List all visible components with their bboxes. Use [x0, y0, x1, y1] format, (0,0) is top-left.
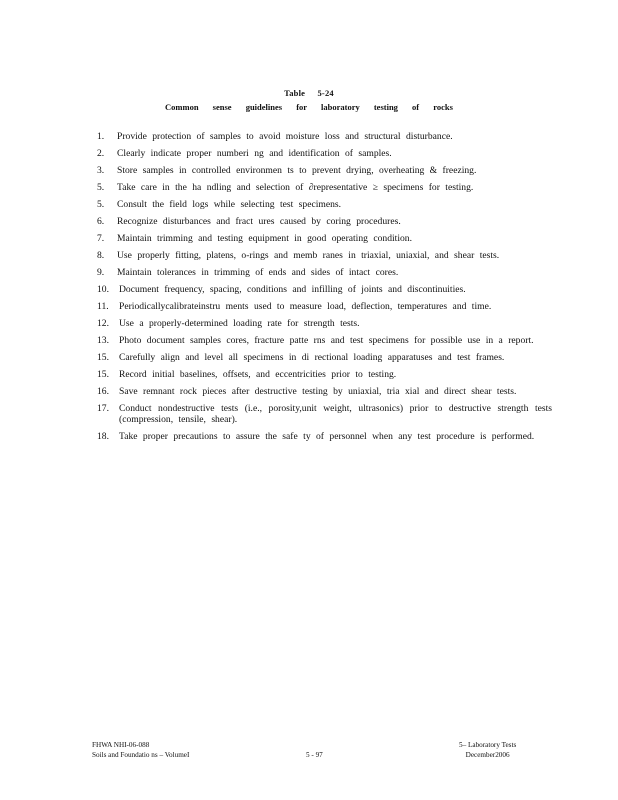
item-number: 18.: [97, 431, 109, 443]
list-item: [97, 369, 552, 380]
item-number: 5.: [97, 199, 105, 210]
list-item: [97, 165, 552, 176]
item-number: 6.: [97, 216, 105, 227]
list-item: [97, 233, 552, 244]
table-caption: Common sense guidelines for laboratory testing of rocks: [165, 102, 453, 112]
item-number: 8.: [97, 250, 105, 261]
item-text: Conduct nondestructive tests (i.e., porosity,unit weight, ultrasonics) prior to destructive strength tests (compression, tensile, shear).: [119, 403, 552, 426]
item-text: Recognize disturbances and fract ures caused by coring procedures.: [117, 216, 401, 227]
item-text: Record initial baselines, offsets, and eccentricities prior to testing.: [119, 369, 397, 380]
item-text: Maintain tolerances in trimming of ends and sides of intact cores.: [117, 267, 399, 278]
list-item: [97, 431, 552, 442]
list-item: [97, 182, 552, 193]
list-item: [97, 131, 552, 142]
item-number: 7.: [97, 233, 105, 244]
item-number: 17.: [97, 403, 109, 414]
list-item: [97, 267, 552, 278]
item-number: 3.: [97, 165, 105, 176]
footer-date: December2006: [465, 750, 510, 759]
item-number: 9.: [97, 267, 105, 278]
item-text: Provide protection of samples to avoid moisture loss and structural disturbance.: [117, 131, 453, 142]
item-number: 13.: [97, 335, 109, 346]
item-text: Use properly fitting, platens, o-rings and memb ranes in triaxial, uniaxial, and shear tests.: [117, 250, 500, 261]
item-text: Photo document samples cores, fracture patte rns and test specimens for possible use in a report.: [119, 335, 534, 346]
item-number: 2.: [97, 148, 105, 159]
item-number: 11.: [97, 301, 109, 312]
list-item: [97, 199, 552, 210]
list-item: [97, 318, 552, 329]
footer-publication-number: FHWA NHI-06-088: [92, 741, 150, 749]
footer-left: [92, 741, 189, 760]
item-text: Periodicallycalibrateinstru ments used to measure load, deflection, temperatures and time.: [119, 301, 492, 312]
item-text: Carefully align and level all specimens in di rectional loading apparatuses and test frames.: [119, 352, 505, 363]
table-heading: [0, 88, 618, 112]
guidelines-list: [97, 131, 552, 448]
list-item: [97, 284, 552, 295]
footer-right: [459, 741, 516, 760]
list-item: [97, 386, 552, 397]
item-text: Take care in the ha ndling and selection of ∂representative ≥ specimens for testing.: [117, 182, 474, 193]
list-item: [97, 216, 552, 227]
item-number: 1.: [97, 131, 105, 142]
item-number: 15.: [97, 369, 109, 380]
item-number: 16.: [97, 386, 109, 397]
item-text: Store samples in controlled environmen ts to prevent drying, overheating & freezing.: [117, 165, 477, 176]
list-item: [97, 335, 552, 346]
item-text: Use a properly-determined loading rate for strength tests.: [119, 318, 360, 329]
item-text: Document frequency, spacing, conditions and infilling of joints and discontinuities.: [119, 284, 466, 295]
list-item: [97, 301, 552, 312]
item-text: Maintain trimming and testing equipment in good operating condition.: [117, 233, 412, 244]
item-text: Save remnant rock pieces after destructive testing by uniaxial, tria xial and direct shear tests.: [119, 386, 517, 397]
item-text: Consult the field logs while selecting test specimens.: [117, 199, 342, 210]
list-item: [97, 403, 552, 425]
page-number: 5 - 97: [306, 751, 323, 759]
footer-chapter: 5– Laboratory Tests: [459, 741, 517, 749]
item-number: 15.: [97, 352, 109, 363]
footer-volume-title: Soils and Foundatio ns – VolumeI: [92, 750, 190, 759]
list-item: [97, 352, 552, 363]
list-item: [97, 148, 552, 159]
item-text: Take proper precautions to assure the safe ty of personnel when any test procedure is performed.: [119, 431, 535, 443]
item-number: 5.: [97, 182, 105, 193]
table-number: Table 5-24: [284, 88, 334, 98]
item-text: Clearly indicate proper numberi ng and identification of samples.: [117, 148, 392, 159]
item-number: 10.: [97, 284, 109, 295]
list-item: [97, 250, 552, 261]
item-number: 12.: [97, 318, 109, 329]
